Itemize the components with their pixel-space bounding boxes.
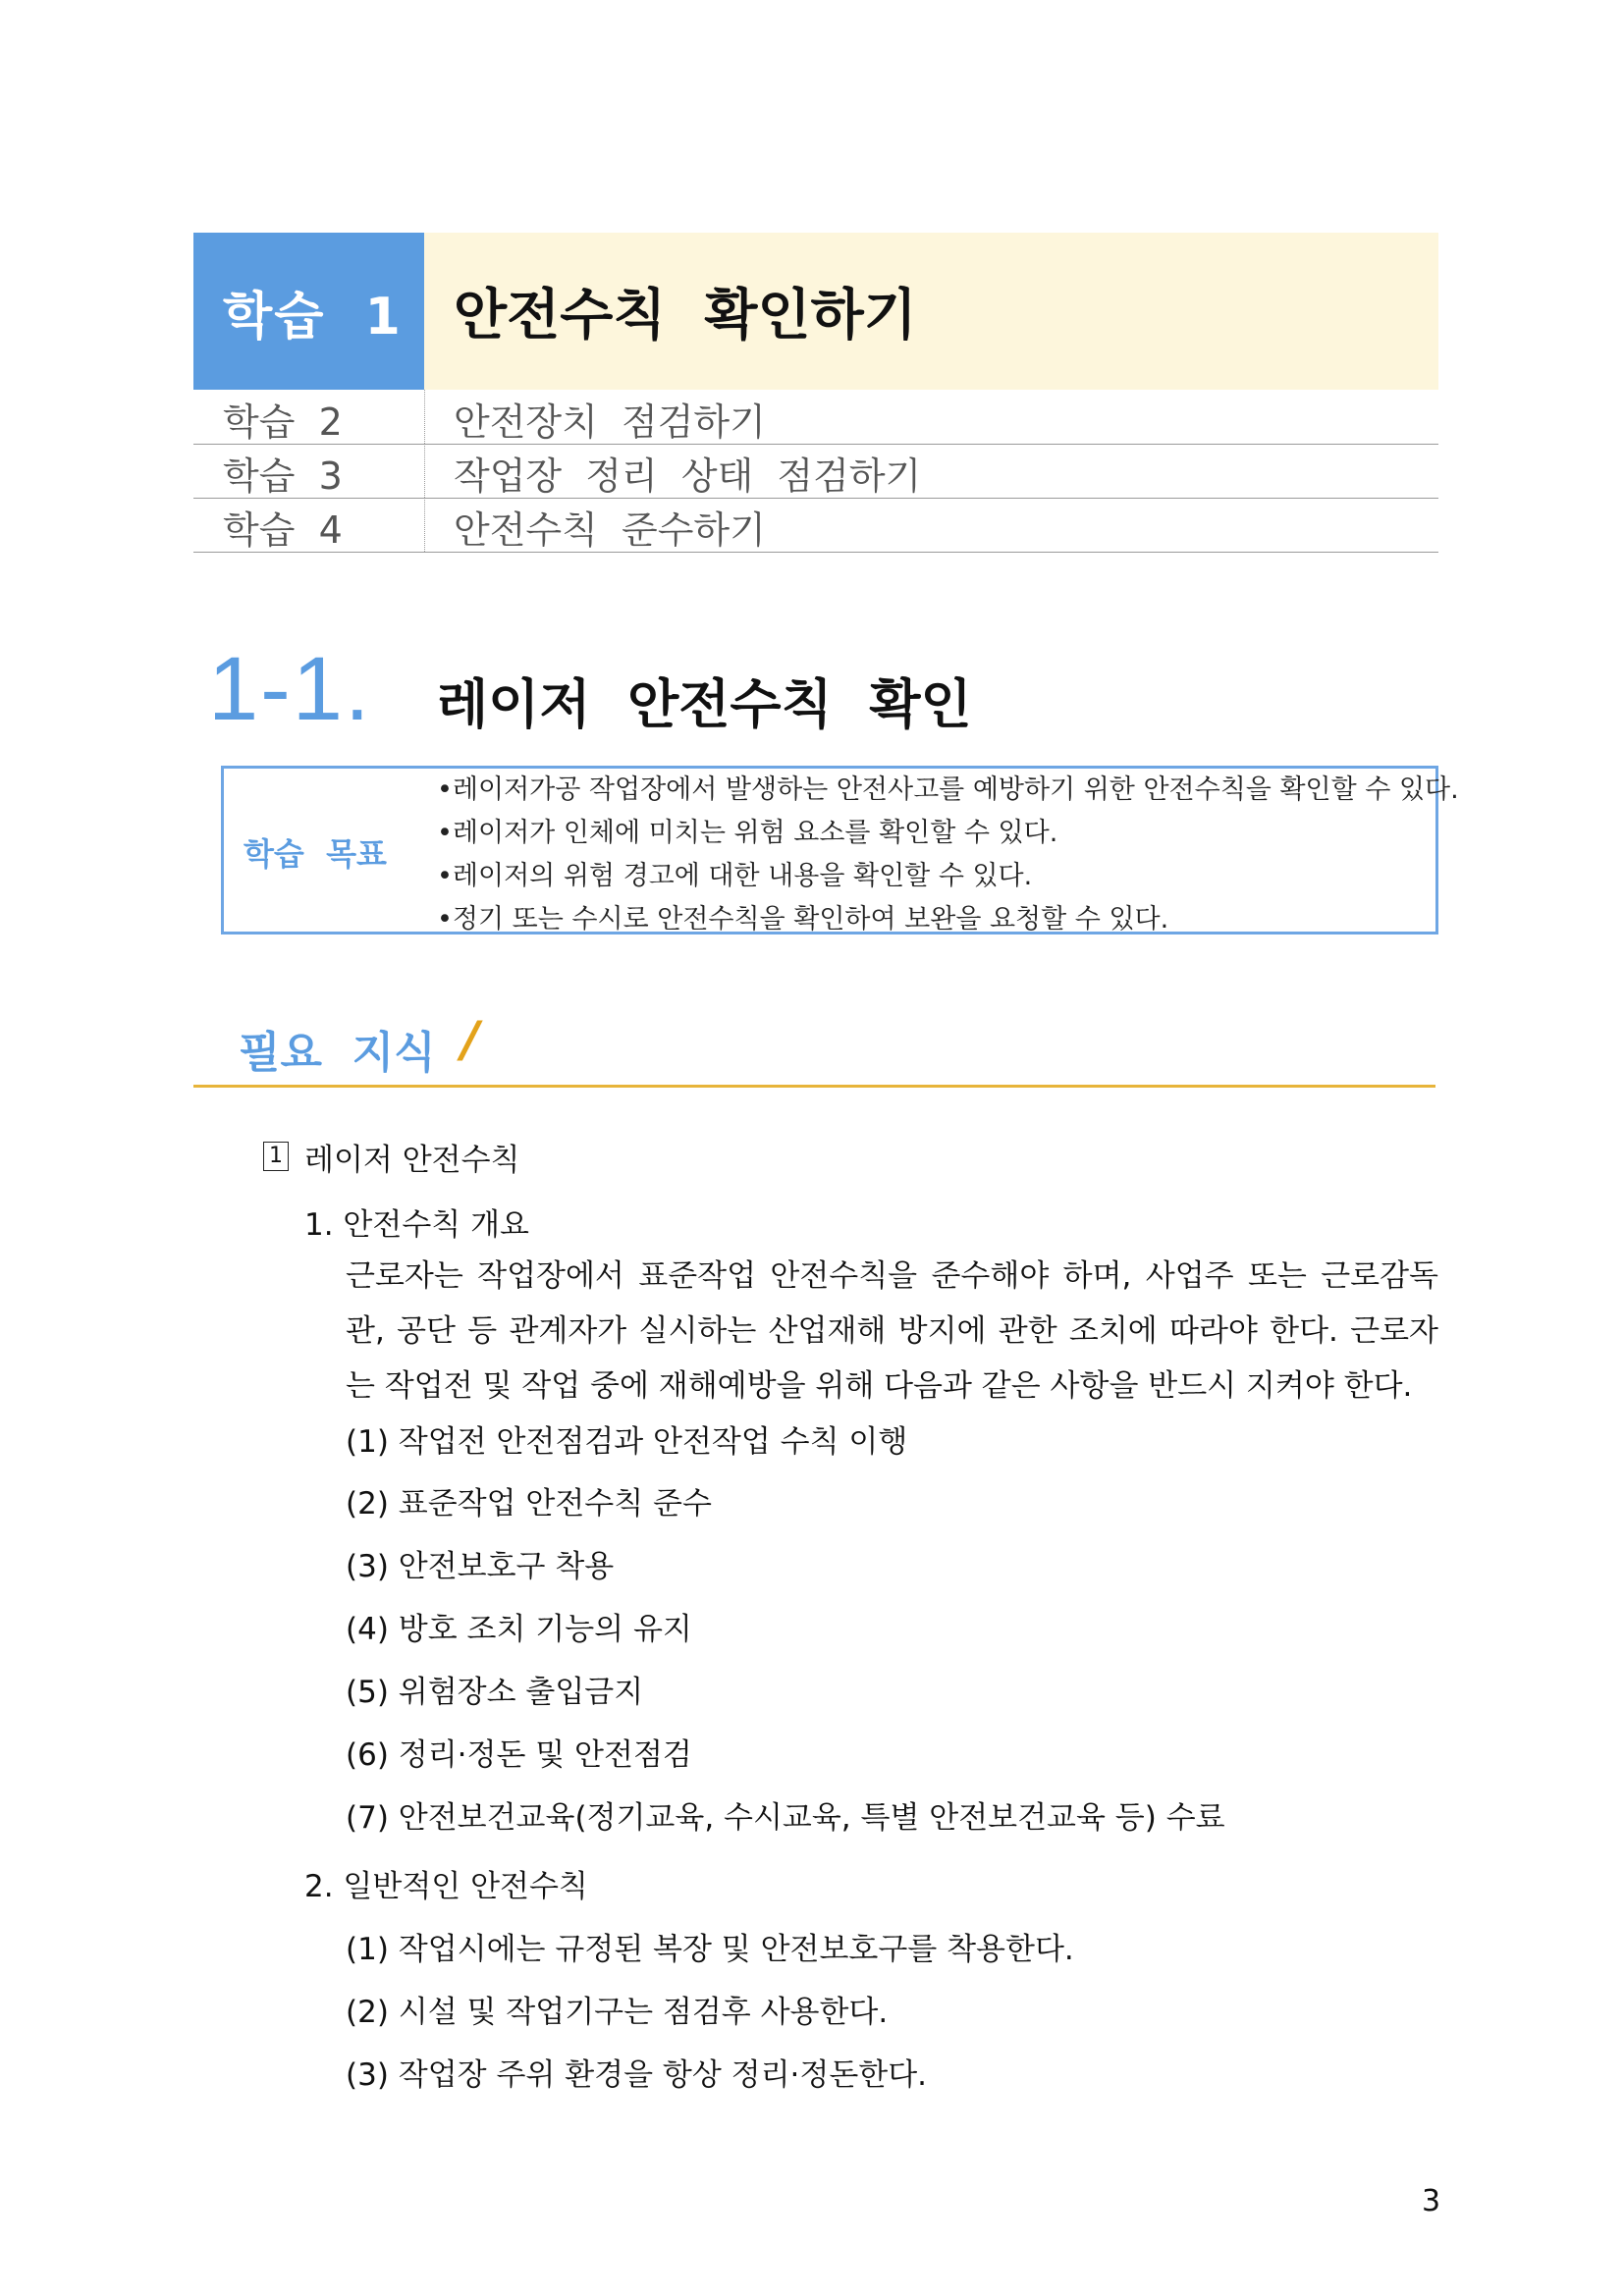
objectives-label: 학습 목표 <box>244 835 387 873</box>
current-learning-label-block <box>193 233 424 390</box>
content-heading: 레이저 안전수칙 <box>304 1143 520 1178</box>
section-title: 레이저 안전수칙 확인 <box>437 673 972 735</box>
overview-paragraph: 근로자는 작업장에서 표준작업 안전수칙을 준수해야 하며, 사업주 또는 근로감독관, 공단 등 관계자가 실시하는 산업재해 방지에 관한 조치에 따라야 한다. 근로자는 작업전 및 작업 중에 재해예방을 위해 다음과 같은 사항을 반드시 지켜야 한다. <box>346 1258 1438 1404</box>
objectives-list <box>437 769 1459 941</box>
row-divider <box>424 498 425 552</box>
objective-item: •레이저가공 작업장에서 발생하는 안전사고를 예방하기 위한 안전수칙을 확인할 수 있다. <box>437 774 1459 805</box>
learning-title: 안전수칙 준수하기 <box>454 508 766 552</box>
page-number: 3 <box>1422 2184 1441 2218</box>
required-knowledge-title: 필요 지식 <box>239 1028 436 1078</box>
boxed-section-number: 1 <box>263 1142 289 1171</box>
current-learning-title: 안전수칙 확인하기 <box>454 284 917 347</box>
title-slash-decoration: / <box>461 1011 480 1068</box>
rule-item: (3) 작업장 주위 환경을 항상 정리·정돈한다. <box>346 2057 928 2093</box>
subsection-heading-2: 2. 일반적인 안전수칙 <box>304 1869 588 1904</box>
objective-item: •정기 또는 수시로 안전수칙을 확인하여 보완을 요청할 수 있다. <box>437 904 1169 934</box>
rule-item: (5) 위험장소 출입금지 <box>346 1675 644 1710</box>
knowledge-divider <box>193 1085 1435 1088</box>
row-divider <box>424 444 425 498</box>
rule-item: (2) 시설 및 작업기구는 점검후 사용한다. <box>346 1995 889 2030</box>
learning-row <box>193 498 1438 553</box>
learning-label: 학습 2 <box>223 400 343 444</box>
learning-row <box>193 390 1438 445</box>
rule-item: (2) 표준작업 안전수칙 준수 <box>346 1486 712 1522</box>
learning-label: 학습 3 <box>223 454 343 498</box>
learning-label: 학습 4 <box>223 508 343 552</box>
learning-objectives-box <box>221 766 1459 934</box>
learning-title: 작업장 정리 상태 점검하기 <box>454 454 922 498</box>
current-learning-label: 학습 1 <box>223 287 403 347</box>
current-learning-title-block <box>424 233 1438 390</box>
learning-title: 안전장치 점검하기 <box>454 400 766 444</box>
rule-item: (1) 작업시에는 규정된 복장 및 안전보호구를 착용한다. <box>346 1932 1074 1967</box>
rule-item: (3) 안전보호구 착용 <box>346 1549 615 1584</box>
rule-item: (7) 안전보건교육(정기교육, 수시교육, 특별 안전보건교육 등) 수료 <box>346 1800 1225 1836</box>
learning-row <box>193 444 1438 499</box>
objective-item: •레이저의 위험 경고에 대한 내용을 확인할 수 있다. <box>437 861 1033 891</box>
objective-item: •레이저가 인체에 미치는 위험 요소를 확인할 수 있다. <box>437 818 1058 848</box>
rule-item: (1) 작업전 안전점검과 안전작업 수칙 이행 <box>346 1424 908 1460</box>
rule-item: (6) 정리·정돈 및 안전점검 <box>346 1737 692 1773</box>
subsection-heading-1: 1. 안전수칙 개요 <box>304 1207 529 1243</box>
row-divider <box>424 390 425 444</box>
section-number: 1-1. <box>208 639 372 739</box>
rule-item: (4) 방호 조치 기능의 유지 <box>346 1612 692 1647</box>
